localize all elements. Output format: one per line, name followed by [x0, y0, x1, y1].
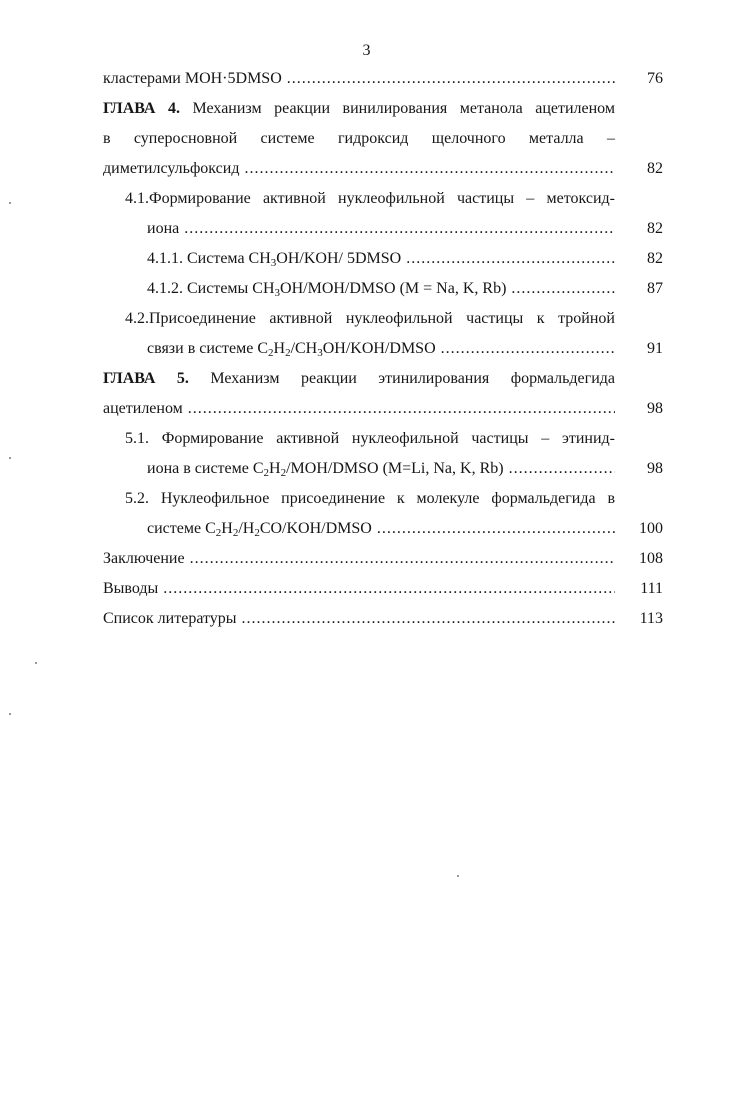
toc-entry-text: Выводы .....	[103, 574, 615, 604]
toc-page-number: 108	[639, 550, 663, 567]
toc-chapter-4-line-1	[103, 94, 663, 124]
toc-conclusion	[103, 544, 663, 574]
toc-page-number: 98	[647, 460, 663, 477]
formula-part: CO/KOH/DMSO	[259, 520, 372, 537]
section-5-2-title-part-2	[147, 514, 615, 544]
formula-subscript: 2	[263, 467, 270, 479]
section-4-1-1-title	[147, 244, 615, 274]
formula-subscript: 2	[254, 527, 260, 539]
toc-page-number: 91	[647, 340, 663, 357]
formula-part: иона в системе C	[147, 460, 264, 477]
toc-chapter-4	[103, 154, 663, 184]
formula-part: /CH	[290, 340, 318, 357]
formula-part: 4.1.1. Система CH	[147, 250, 271, 267]
section-4-2-title-part-2	[147, 334, 615, 364]
toc-entry-text: кластерами MOH·5DMSO .....	[103, 64, 615, 94]
toc-section-5-1	[103, 454, 663, 484]
formula-subscript: 3	[274, 287, 281, 299]
formula-subscript: 3	[317, 347, 323, 359]
toc-page-number: 76	[647, 70, 663, 87]
formula-part: /H	[238, 520, 255, 537]
chapter-5-title-part-2: ацетиленом .....	[103, 394, 615, 424]
toc-chapter-5-line-1	[103, 364, 663, 394]
chapter-4-title-part-3: диметилсульфоксид .....	[103, 154, 615, 184]
formula-part: OH/MOH/DMSO (M = Na, K, Rb)	[280, 280, 507, 297]
scan-speck	[9, 713, 11, 715]
formula-subscript: 3	[270, 257, 277, 269]
toc-section-5-1-line-1: 5.1. Формирование активной нуклеофильной частицы – этинид-	[125, 430, 615, 447]
toc-section-4-2-line-1: 4.2.Присоединение активной нуклеофильной частицы к тройной	[125, 310, 615, 327]
toc-section-4-1-line-1: 4.1.Формирование активной нуклеофильной частицы – метоксид-	[125, 190, 615, 207]
toc-chapter-5	[103, 394, 663, 424]
scan-speck	[9, 202, 11, 204]
toc-references	[103, 604, 663, 634]
formula-subscript: 2	[232, 527, 239, 539]
toc-page-number: 100	[639, 520, 663, 537]
toc-chapter-4-line-2: в супероснoвной системе гидроксид щелочного металла –	[103, 130, 615, 147]
chapter-5-title-part-1: Механизм реакции этинилирования формальдегида	[210, 370, 616, 387]
toc-entry-text: Список литературы .....	[103, 604, 615, 634]
section-4-1-2-title	[147, 274, 615, 304]
formula-part: 4.1.2. Системы CH	[147, 280, 275, 297]
formula-part: /MOH/DMSO (M=Li, Na, K, Rb)	[286, 460, 504, 477]
formula-part: H	[273, 340, 286, 357]
toc-section-4-1-1	[103, 244, 663, 274]
chapter-4-label: ГЛАВА 4.	[103, 100, 180, 117]
chapter-5-label: ГЛАВА 5.	[103, 370, 189, 387]
toc-page-number: 82	[647, 220, 663, 237]
toc-page-number: 82	[647, 250, 663, 267]
toc-page-number: 98	[647, 400, 663, 417]
toc-findings	[103, 574, 663, 604]
scan-speck	[35, 662, 37, 664]
toc-page-number: 111	[640, 580, 663, 597]
toc-section-5-2	[103, 514, 663, 544]
toc-section-4-1-2	[103, 274, 663, 304]
page-number: 3	[362, 42, 371, 59]
toc-section-5-2-line-1: 5.2. Нуклеофильное присоединение к молекуле формальдегида в	[125, 490, 615, 507]
formula-subscript: 2	[280, 467, 287, 479]
toc-section-4-1	[103, 214, 663, 244]
formula-part: системе C	[147, 520, 216, 537]
formula-part: OH/KOH/DMSO	[322, 340, 436, 357]
table-of-contents	[103, 64, 663, 634]
formula-subscript: 2	[285, 347, 291, 359]
toc-page-number: 82	[647, 160, 663, 177]
scan-speck	[9, 457, 11, 459]
scan-speck	[457, 875, 459, 877]
chapter-4-title-part-1: Механизм реакции винилирования метанола ацетиленом	[192, 100, 616, 117]
formula-subscript: 2	[268, 347, 274, 359]
section-5-1-title-part-2	[147, 454, 615, 484]
toc-page-number: 87	[647, 280, 663, 297]
toc-entry-clusters	[103, 64, 663, 94]
formula-subscript: 2	[215, 527, 222, 539]
formula-part: H	[221, 520, 233, 537]
formula-part: H	[269, 460, 281, 477]
formula-part: связи в системе C	[147, 340, 268, 357]
formula-part: OH/KOH/ 5DMSO	[276, 250, 402, 267]
toc-entry-text: Заключение .....	[103, 544, 615, 574]
toc-page-number: 113	[639, 610, 663, 627]
section-4-1-title-part-2: иона .....	[147, 214, 615, 244]
toc-section-4-2	[103, 334, 663, 364]
